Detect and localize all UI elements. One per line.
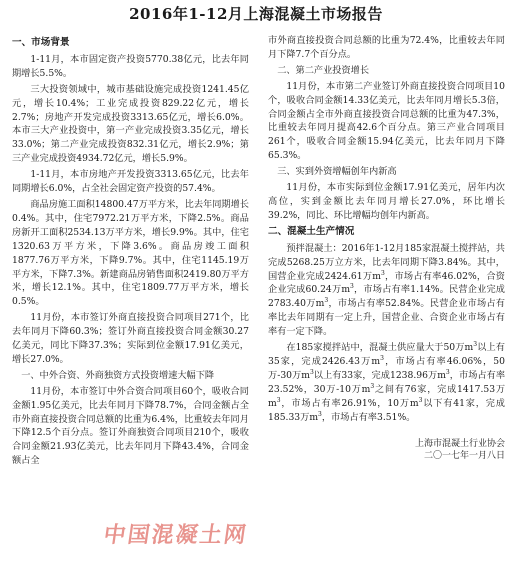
subsection-heading: 二、第二产业投资增长 xyxy=(277,64,370,76)
signature-block xyxy=(268,438,505,462)
subsection-heading: 三、实到外资增幅创年内新高 xyxy=(277,166,397,178)
paragraph: 三大投资领域中，城市基础设施完成投资1241.45亿元，增长10.4%；工业完成投资829.22亿元，增长2.7%；房地产开发完成投资3313.65亿元，增长6.0%。本市三大产业投资中，第一产业完成投资3.35亿元，增长33.0%；第二产业完成投资832.31亿元，增长2.9%；第三产业完成投资4934.72亿元，增长5.9%。 xyxy=(12,83,249,165)
paragraph: 11月份，本市第二产业签订外商直接投资合同项目10个，吸收合同金额14.33亿美元，比去年同月增长5.3倍，合同金额占全市外商直接投资合同总额的比重为47.3%，比重较去年同月提高42.6个百分点。第三产业合同项目261个，吸收合同金额15.94亿美元，比去年同月下降65.3%。 xyxy=(268,80,505,162)
paragraph: 市外商直接投资合同总额的比重为72.4%，比重较去年同月下降7.7个百分点。 xyxy=(268,35,505,60)
paragraph: 1-11月，本市固定资产投资5770.38亿元，比去年同期增长5.5%。 xyxy=(12,53,249,79)
right-column xyxy=(268,34,505,462)
section-heading-market-background: 一、市场背景 xyxy=(12,37,70,48)
paragraph: 11月份，本市签订中外合资合同项目60个，吸收合同金额1.95亿美元，比去年同月下降78.7%，合同金额占全市外商直接投资合同总额的比重为6.4%，比重较去年同月下降12.5个百分点。签订外商独资合同项目210个，吸收合同金额21.93亿美元，比去年同月下降43.4%，合同金额占全 xyxy=(12,385,249,467)
signature-organization: 上海市混凝土行业协会 xyxy=(414,439,505,450)
signature-date: 二〇一七年一月八日 xyxy=(423,451,505,462)
paragraph: 11月份，本市签订外商直接投资合同项目271个，比去年同月下降60.3%；签订外商直接投资合同金额30.27亿美元，同比下降37.3%；实际到位金额17.91亿美元，增长27.0%。 xyxy=(12,312,249,365)
paragraph: 商品房施工面积14800.47万平方米，比去年同期增长0.4%。其中，住宅7972.21万平方米，下降2.5%。商品房新开工面积2534.13万平方米，增长9.9%。其中，住宅1320.63万平方米，下降3.6%。商品房竣工面积1877.76万平方米，下降9.7%。其中，住宅1145.19万平方米，下降7.3%。新建商品房销售面积2419.80万平方米，增长12.1%。其中，住宅1809.77万平方米，增长0.5%。 xyxy=(12,198,249,308)
paragraph-ready-mix: 预拌混凝土：2016年1-12月185家混凝土搅拌站，共完成5268.25万立方米，比去年同期下降3.84%。其中，国营企业完成2424.61万$m^3$，市场占有率46.02%，合资企业完成60.24万$m^3$，市场占有率1.14%。民营企业完成2783.40万$m^3$，市场占有率52.84%。民营企业市场占有率比去年同期有一定上升，国营企业、合资企业市场占有率有一定下降。 xyxy=(268,242,505,338)
section-heading-concrete-production: 二、混凝土生产情况 xyxy=(268,225,355,237)
report-title: 2016年1-12月上海混凝土市场报告 xyxy=(129,5,383,23)
paragraph: 1-11月，本市房地产开发投资3313.65亿元，比去年同期增长6.0%，占全社会固定资产投资的57.4%。 xyxy=(12,169,249,195)
subsection-heading: 一、中外合资、外商独资方式投资增速大幅下降 xyxy=(21,369,215,381)
watermark: 中国混凝土网 xyxy=(101,523,250,548)
left-column xyxy=(12,34,249,470)
paragraph-plant-distribution: 在185家搅拌站中，混凝土供应量大于50万$m^3$以上有35家，完成2426.43万$m^3$，市场占有率46.06%，50万-30万$m^3$以上有33家，完成1238.96万$m^3$，市场占有率23.52%，30万-10万$m^3$之间有76家，完成1417.53万$m^3$，市场占有率26.91%，10万$m^3$以下有41家，完成185.33万$m^3$，市场占有率3.51%。 xyxy=(268,340,506,423)
paragraph: 11月份，本市实际到位金额17.91亿美元，居年内次高位，实到金额比去年同月增长27.0%，环比增长39.2%，同比、环比增幅均创年内新高。 xyxy=(268,182,505,221)
